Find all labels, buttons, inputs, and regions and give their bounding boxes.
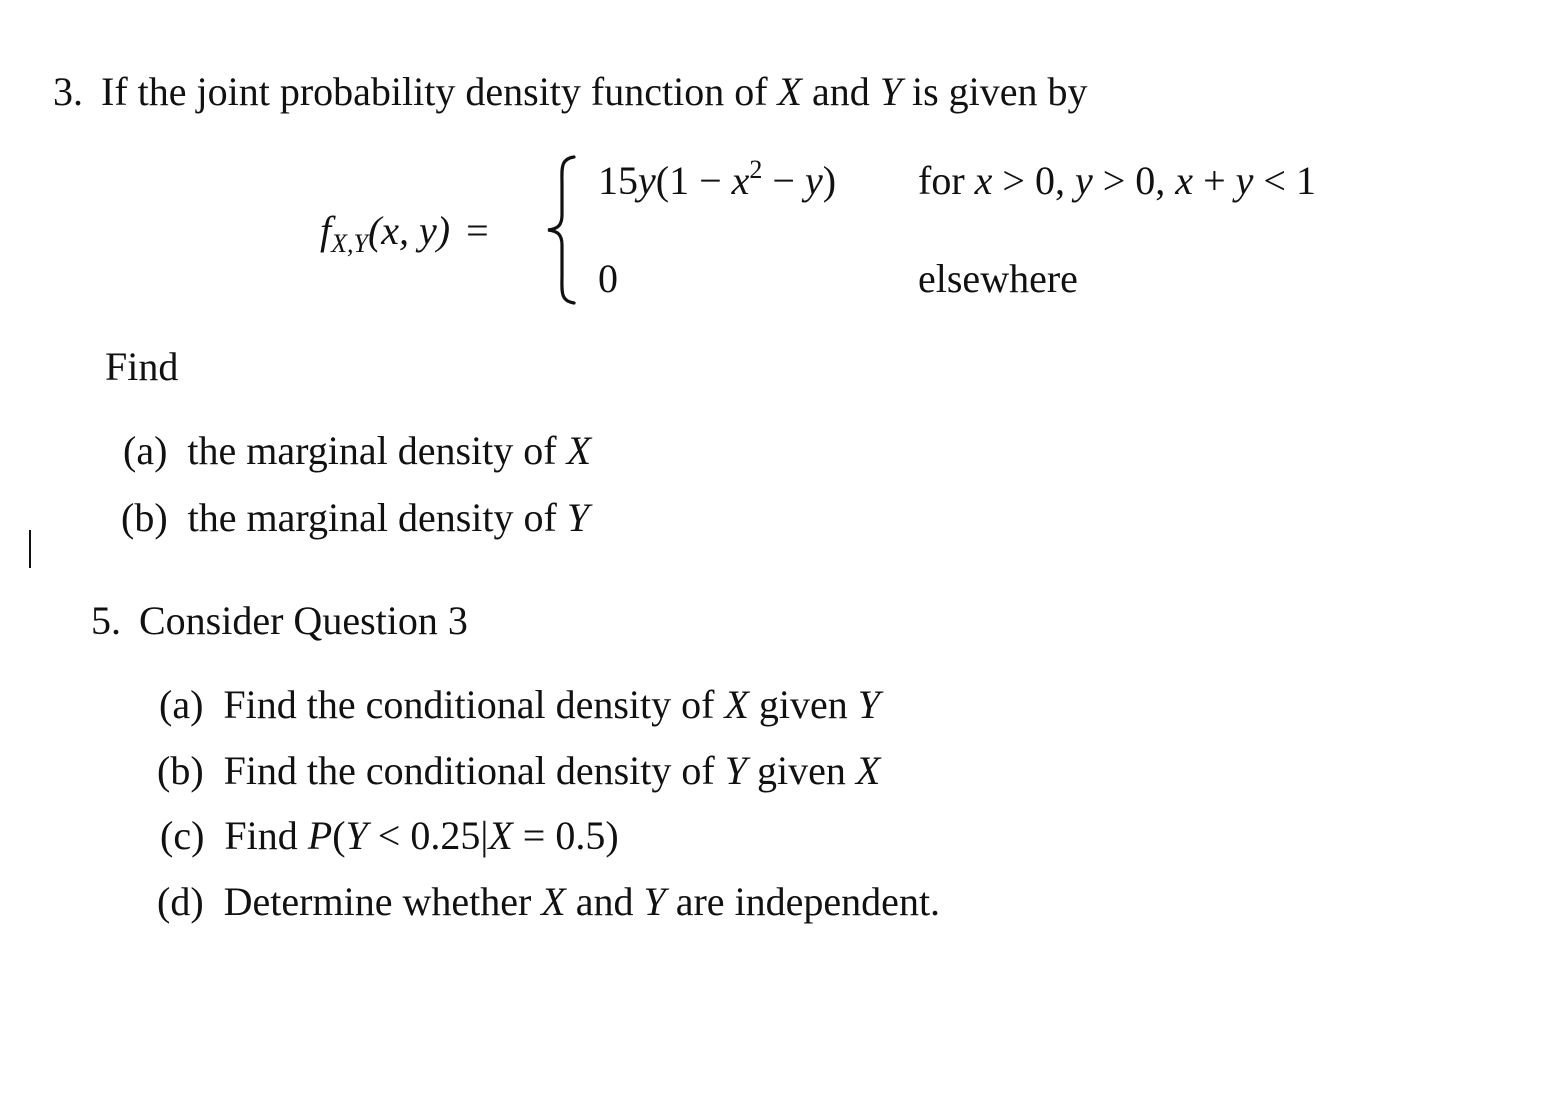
part-text: < 0.25| [367, 813, 489, 858]
part-text: Determine whether [223, 879, 542, 924]
var-y: y [638, 158, 656, 203]
var-x: X [488, 813, 513, 858]
question-intro-text: and [801, 69, 880, 114]
part-text: Find [224, 813, 308, 858]
question-5-part-b [157, 748, 881, 793]
left-brace-icon [542, 155, 582, 305]
part-label: (b) [157, 748, 204, 793]
question-number: 3. [53, 69, 83, 114]
part-text: Find the conditional density of [223, 748, 725, 793]
expr-part: − [762, 158, 805, 203]
part-label: (c) [160, 813, 205, 858]
question-5-part-a [159, 682, 881, 727]
part-text: = 0.5) [512, 813, 619, 858]
part-label: (d) [157, 879, 204, 924]
var-y: y [804, 158, 823, 203]
var-x: x [731, 158, 750, 203]
part-text: Find the conditional density of [223, 682, 725, 727]
question-intro-text: is given by [902, 69, 1088, 114]
part-label: (b) [121, 495, 168, 540]
part-text: given [748, 682, 858, 727]
cond-part: < 1 [1253, 158, 1316, 203]
var-x: X [855, 748, 881, 793]
pdf-case-2-condition: elsewhere [918, 256, 1078, 301]
cond-part: > 0, [1092, 158, 1176, 203]
equals-sign: = [466, 208, 489, 253]
pdf-f: f [320, 208, 332, 253]
expr-part: 15 [598, 158, 638, 203]
pdf-case-1-expression [598, 155, 837, 203]
question-5-part-c [160, 813, 619, 858]
pdf-lhs [320, 208, 489, 258]
cond-part: + [1193, 158, 1236, 203]
part-label: (a) [123, 428, 168, 473]
var-y: y [1235, 158, 1254, 203]
text-cursor [29, 530, 31, 568]
expr-part: (1 − [655, 158, 732, 203]
pdf-case-2-value: 0 [598, 256, 618, 301]
var-y: Y [566, 495, 590, 540]
var-y: Y [345, 813, 368, 858]
question-5-heading [91, 598, 468, 643]
var-x: X [724, 682, 749, 727]
var-x: X [566, 428, 592, 473]
var-x: X [777, 69, 802, 114]
var-y: Y [857, 682, 881, 727]
pdf-subscript: X,Y [331, 229, 368, 258]
var-x: x [1175, 158, 1194, 203]
part-text: ( [332, 813, 346, 858]
var-y: Y [879, 69, 902, 114]
part-label: (a) [159, 682, 204, 727]
cond-part: for [918, 158, 975, 203]
var-p: P [307, 813, 333, 858]
question-3-heading [53, 69, 1088, 114]
expr-part: ) [822, 158, 837, 203]
part-text: are independent. [665, 879, 941, 924]
find-label: Find [105, 344, 179, 389]
question-3-part-a [123, 428, 592, 473]
var-x: x [974, 158, 993, 203]
var-y: Y [643, 879, 666, 924]
question-3-part-b [121, 495, 590, 540]
question-title: Consider Question 3 [139, 598, 468, 643]
question-5-part-d [157, 879, 941, 924]
var-y: y [1074, 158, 1093, 203]
pdf-args: (x, y) [367, 208, 451, 253]
part-text: given [746, 748, 856, 793]
pdf-case-1-condition [918, 158, 1316, 203]
part-text: the marginal density of [187, 428, 567, 473]
exponent: 2 [749, 155, 763, 184]
part-text: the marginal density of [187, 495, 567, 540]
question-intro-text: If the joint probability density function of [101, 69, 778, 114]
cond-part: > 0, [992, 158, 1075, 203]
part-text: and [565, 879, 644, 924]
question-number: 5. [91, 598, 121, 643]
var-y: Y [724, 748, 747, 793]
var-x: X [541, 879, 566, 924]
